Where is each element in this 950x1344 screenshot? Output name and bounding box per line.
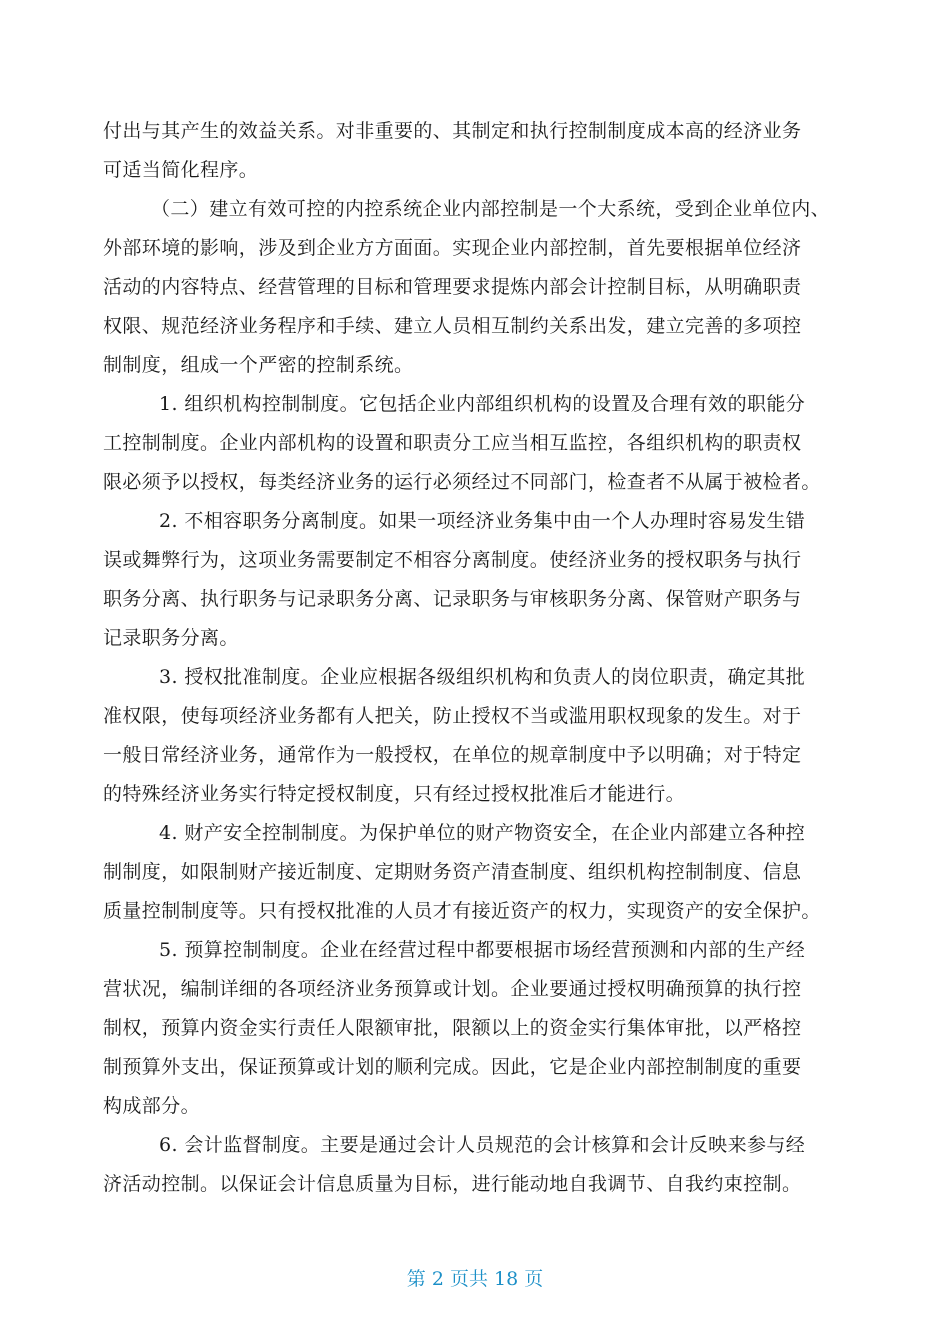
text-line: 可适当简化程序。	[103, 159, 259, 181]
text-line: 限必须予以授权，每类经济业务的运行必须经过不同部门，检查者不从属于被检者。	[103, 471, 821, 493]
text-line: 制权，预算内资金实行责任人限额审批，限额以上的资金实行集体审批，以严格控	[103, 1017, 802, 1039]
text-line: 1. 组织机构控制制度。它包括企业内部组织机构的设置及合理有效的职能分	[159, 393, 806, 415]
paragraph-item-4	[103, 814, 863, 931]
text-line: 记录职务分离。	[103, 627, 239, 649]
text-line: 5. 预算控制制度。企业在经营过程中都要根据市场经营预测和内部的生产经	[159, 939, 806, 961]
paragraph-continuation	[103, 112, 863, 190]
paragraph-item-3	[103, 658, 863, 814]
document-body	[103, 112, 863, 1204]
text-line: 4. 财产安全控制制度。为保护单位的财产物资安全，在企业内部建立各种控	[159, 822, 806, 844]
text-line: 一般日常经济业务，通常作为一般授权，在单位的规章制度中予以明确；对于特定	[103, 744, 802, 766]
text-line: 营状况，编制详细的各项经济业务预算或计划。企业要通过授权明确预算的执行控	[103, 978, 802, 1000]
text-line: 外部环境的影响，涉及到企业方方面面。实现企业内部控制，首先要根据单位经济	[103, 237, 802, 259]
text-line: 制制度，组成一个严密的控制系统。	[103, 354, 414, 376]
text-line: 3. 授权批准制度。企业应根据各级组织机构和负责人的岗位职责，确定其批	[159, 666, 806, 688]
text-line: 质量控制制度等。只有授权批准的人员才有接近资产的权力，实现资产的安全保护。	[103, 900, 821, 922]
paragraph-item-5	[103, 931, 863, 1126]
text-line: 6. 会计监督制度。主要是通过会计人员规范的会计核算和会计反映来参与经	[159, 1134, 806, 1156]
paragraph-item-2	[103, 502, 863, 658]
text-line: 权限、规范经济业务程序和手续、建立人员相互制约关系出发，建立完善的多项控	[103, 315, 802, 337]
text-line: 2. 不相容职务分离制度。如果一项经济业务集中由一个人办理时容易发生错	[159, 510, 806, 532]
paragraph-section-2	[103, 190, 863, 385]
page-number-footer: 第 2 页共 18 页	[406, 1268, 544, 1290]
text-line: 构成部分。	[103, 1095, 201, 1117]
paragraph-item-6	[103, 1126, 863, 1204]
text-line: 制预算外支出，保证预算或计划的顺利完成。因此，它是企业内部控制制度的重要	[103, 1056, 802, 1078]
text-line: 误或舞弊行为，这项业务需要制定不相容分离制度。使经济业务的授权职务与执行	[103, 549, 802, 571]
paragraph-item-1	[103, 385, 863, 502]
text-line: （二）建立有效可控的内控系统企业内部控制是一个大系统，受到企业单位内、	[151, 198, 831, 220]
text-line: 的特殊经济业务实行特定授权制度，只有经过授权批准后才能进行。	[103, 783, 686, 805]
text-line: 制制度，如限制财产接近制度、定期财务资产清查制度、组织机构控制制度、信息	[103, 861, 802, 883]
text-line: 济活动控制。以保证会计信息质量为目标，进行能动地自我调节、自我约束控制。	[103, 1173, 802, 1195]
text-line: 工控制制度。企业内部机构的设置和职责分工应当相互监控，各组织机构的职责权	[103, 432, 802, 454]
text-line: 职务分离、执行职务与记录职务分离、记录职务与审核职务分离、保管财产职务与	[103, 588, 802, 610]
text-line: 付出与其产生的效益关系。对非重要的、其制定和执行控制制度成本高的经济业务	[103, 120, 802, 142]
text-line: 准权限，使每项经济业务都有人把关，防止授权不当或滥用职权现象的发生。对于	[103, 705, 802, 727]
text-line: 活动的内容特点、经营管理的目标和管理要求提炼内部会计控制目标，从明确职责	[103, 276, 802, 298]
